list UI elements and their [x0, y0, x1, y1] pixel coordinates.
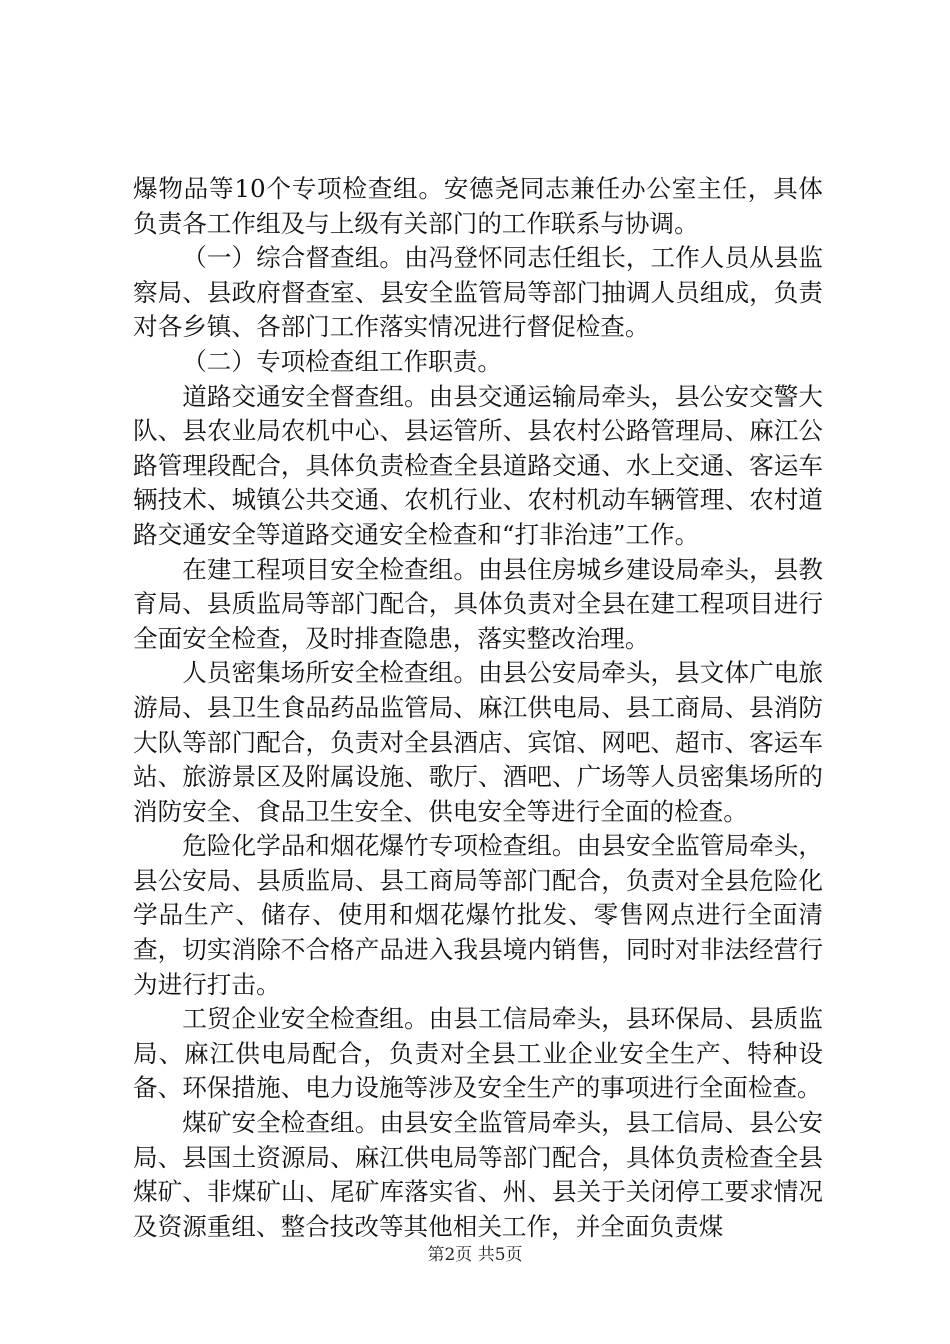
paragraph-hazardous-chemicals-group: 危险化学品和烟花爆竹专项检查组。由县安全监管局牵头，县公安局、县质监局、县工商局等部门配合，负责对全县危险化学品生产、储存、使用和烟花爆竹批发、零售网点进行全面清查，切实消除不合格产品进入我县境内销售，同时对非法经营行为进行打击。 [133, 831, 823, 999]
paragraph-comprehensive-supervision-group: （一）综合督查组。由冯登怀同志任组长，工作人员从县监察局、县政府督查室、县安全监管局等部门抽调人员组成，负责对各乡镇、各部门工作落实情况进行督促检查。 [133, 243, 823, 342]
document-body [133, 172, 823, 1244]
paragraph-coal-mine-group: 煤矿安全检查组。由县安全监管局牵头，县工信局、县公安局、县国土资源局、麻江供电局等部门配合，具体负责检查全县煤矿、非煤矿山、尾矿库落实省、州、县关于关闭停工要求情况及资源重组、整合技改等其他相关工作，并全面负责煤 [133, 1108, 823, 1241]
paragraph-continuation: 爆物品等10个专项检查组。安德尧同志兼任办公室主任，具体负责各工作组及与上级有关部门的工作联系与协调。 [133, 174, 823, 238]
paragraph-industry-trade-group: 工贸企业安全检查组。由县工信局牵头，县环保局、县质监局、麻江供电局配合，负责对全县工业企业安全生产、特种设备、环保措施、电力设施等涉及安全生产的事项进行全面检查。 [133, 1004, 823, 1103]
paragraph-construction-project-group: 在建工程项目安全检查组。由县住房城乡建设局牵头，县教育局、县质监局等部门配合，具体负责对全县在建工程项目进行全面安全检查，及时排查隐患，落实整改治理。 [133, 554, 823, 653]
paragraph-crowded-places-group: 人员密集场所安全检查组。由县公安局牵头，县文体广电旅游局、县卫生食品药品监管局、麻江供电局、县工商局、县消防大队等部门配合，负责对全县酒店、宾馆、网吧、超市、客运车站、旅游景区及附属设施、歌厅、酒吧、广场等人员密集场所的消防安全、食品卫生安全、供电安全等进行全面的检查。 [133, 658, 823, 826]
paragraph-road-traffic-group: 道路交通安全督查组。由县交通运输局牵头，县公安交警大队、县农业局农机中心、县运管所、县农村公路管理局、麻江公路管理段配合，具体负责检查全县道路交通、水上交通、客运车辆技术、城镇公共交通、农机行业、农村机动车辆管理、农村道路交通安全等道路交通安全检查和“打非治违”工作。 [133, 381, 823, 549]
paragraph-special-inspection-duties: （二）专项检查组工作职责。 [182, 346, 502, 376]
page-number-footer: 第2页 共5页 [427, 1245, 523, 1265]
